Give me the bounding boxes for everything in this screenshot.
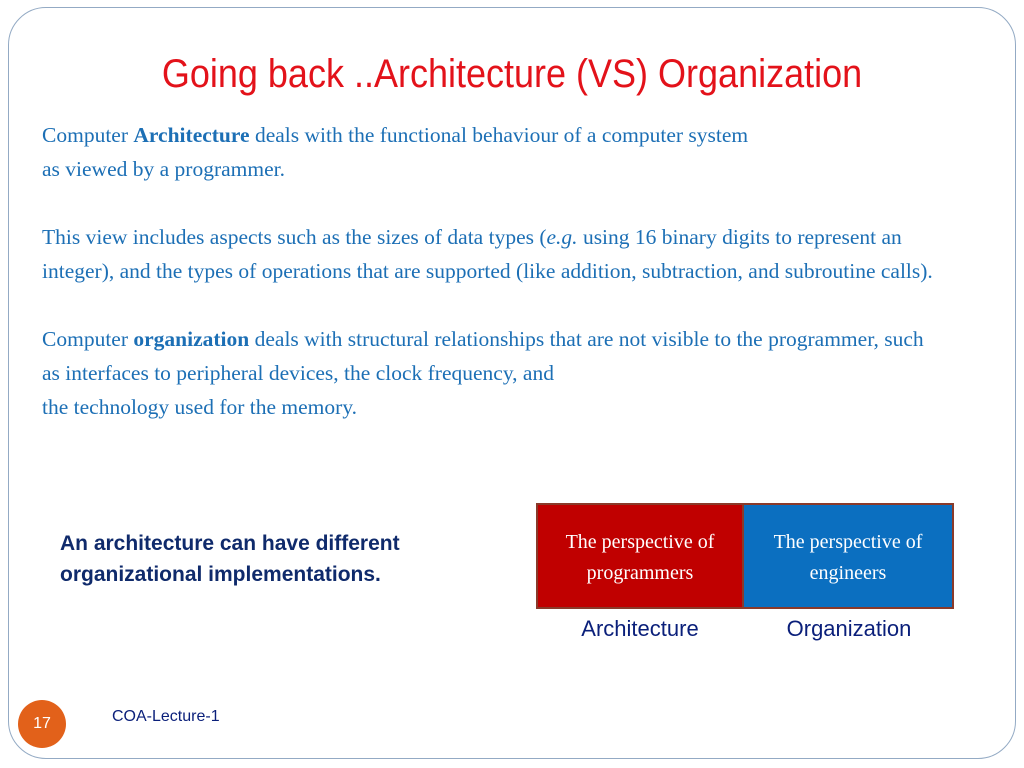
perspective-engineers-box: The perspective of engineers [744, 503, 954, 609]
architecture-caption: Architecture [581, 616, 699, 641]
eg-abbrev: e.g. [546, 225, 578, 249]
organization-caption: Organization [786, 616, 912, 641]
paragraph-organization: Computer organization deals with structural relationships that are not visible to the programmer, such as interfaces to peripheral devices, the clock frequency, and the technology used for the memory. [42, 327, 924, 419]
term-organization: organization [133, 327, 250, 351]
footer-text: COA-Lecture-1 [112, 708, 220, 725]
paragraph-architecture: Computer Architecture deals with the functional behaviour of a computer system as viewed by a programmer. [42, 123, 749, 181]
slide-number-badge: 17 [18, 700, 66, 748]
slide-body [42, 118, 942, 458]
term-architecture: Architecture [133, 123, 250, 147]
paragraph-view: This view includes aspects such as the sizes of data types (e.g. using 16 binary digits to represent an integer), and the types of operations that are supported (like addition, subtraction, and subroutine calls). [42, 225, 933, 283]
callout-text: An architecture can have different organizational implementations. [60, 532, 400, 586]
slide-title: Going back ..Architecture (VS) Organization [161, 52, 863, 96]
perspective-programmers-box: The perspective of programmers [536, 503, 744, 609]
